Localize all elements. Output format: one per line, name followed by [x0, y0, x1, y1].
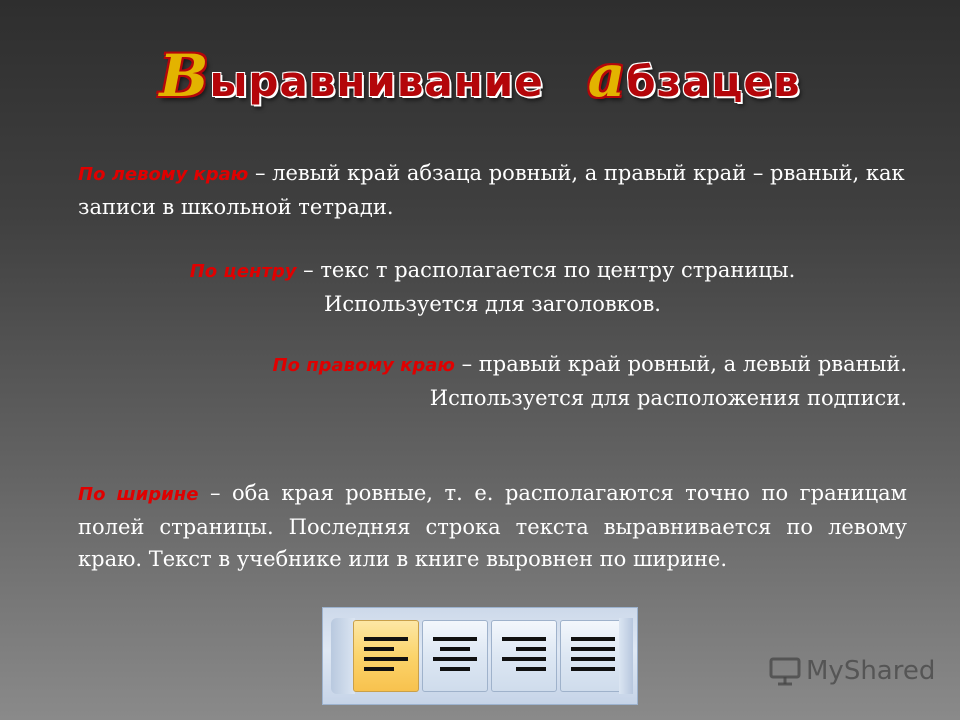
- desc-right-line2: Используется для расположения подписи.: [429, 386, 907, 410]
- term-justify: По ширине: [78, 484, 199, 505]
- desc-justify: – оба края ровные, т. е. располагаются точно по границам полей страницы. Последняя строка текста выравнивается по левому краю. Текст в учебнике или в книге выровнен по ширине.: [78, 481, 907, 571]
- watermark-logo: [768, 656, 935, 686]
- paragraph-center-align: [78, 254, 907, 320]
- term-left: По левому краю: [78, 164, 249, 185]
- align-center-icon: [433, 635, 479, 679]
- align-justify-button[interactable]: [560, 620, 626, 692]
- desc-center-line2: Используется для заголовков.: [324, 292, 661, 316]
- desc-left: – левый край абзаца ровный, а правый край – рваный, как записи в школьной тетради.: [78, 161, 905, 219]
- title-initial-2: а: [587, 42, 627, 110]
- presentation-board-icon: [768, 656, 802, 686]
- align-left-icon: [364, 635, 410, 679]
- title-word-2: бзацев: [626, 57, 801, 106]
- paragraph-justify-align: [78, 477, 907, 575]
- desc-center: – текс т располагается по центру страницы.: [296, 258, 796, 282]
- term-center: По центру: [189, 261, 297, 282]
- desc-right: – правый край ровный, а левый рваный.: [454, 352, 907, 376]
- title-word-1: ыравнивание: [209, 57, 544, 106]
- align-right-button[interactable]: [491, 620, 557, 692]
- align-justify-icon: [571, 635, 617, 679]
- paragraph-left-align: [78, 157, 907, 223]
- alignment-toolbar: [322, 607, 638, 705]
- term-right: По правому краю: [272, 355, 455, 376]
- align-center-button[interactable]: [422, 620, 488, 692]
- watermark-text: MyShared: [806, 656, 936, 686]
- align-right-icon: [502, 635, 548, 679]
- title-initial-1: В: [159, 42, 210, 110]
- align-left-button[interactable]: [353, 620, 419, 692]
- paragraph-right-align: [78, 348, 907, 414]
- slide-title: [0, 42, 960, 110]
